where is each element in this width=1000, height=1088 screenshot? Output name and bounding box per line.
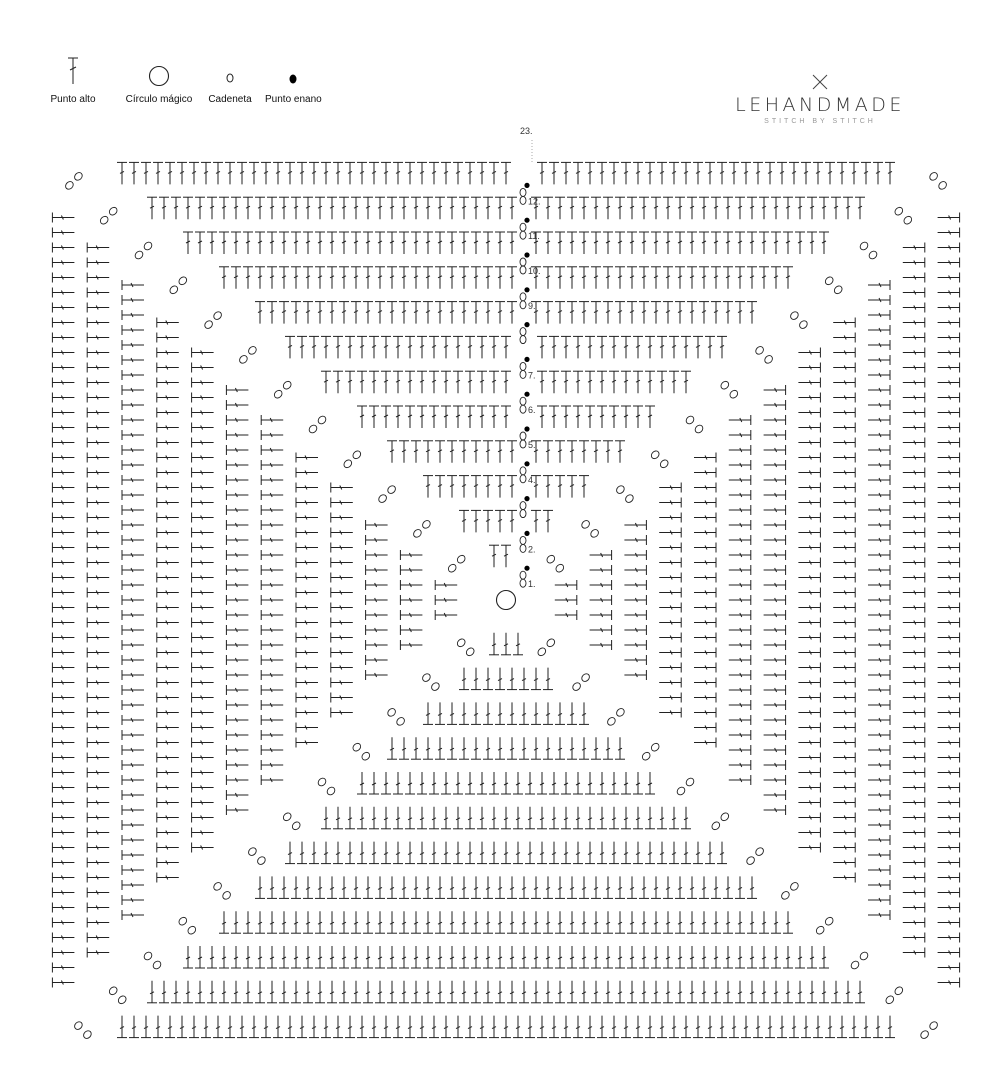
legend-label: Punto alto (50, 94, 96, 105)
round-label: 9. (528, 300, 536, 311)
chain-stitch (919, 1029, 930, 1040)
chain-stitch (238, 354, 249, 365)
legend-label: Círculo mágico (125, 94, 193, 105)
slip-stitch (524, 252, 529, 257)
chain-stitch (520, 440, 526, 448)
chain-stitch (360, 751, 371, 762)
chain-stitch (606, 716, 617, 727)
chain-stitch (719, 811, 730, 822)
chain-stitch (282, 811, 293, 822)
chain-stitch (641, 751, 652, 762)
chain-stitch (520, 579, 526, 587)
slip-stitch (524, 287, 529, 292)
chain-stitch (395, 716, 406, 727)
chain-stitch (520, 258, 526, 266)
chain-stitch (520, 231, 526, 239)
legend-label: Punto enano (265, 94, 322, 105)
chain-stitch (520, 571, 526, 579)
brand-tagline: STITCH BY STITCH (764, 118, 876, 125)
round-labels (528, 196, 541, 589)
chain-stitch (520, 328, 526, 336)
slip-stitch (524, 218, 529, 223)
chain-stitch (520, 370, 526, 378)
chain-stitch (520, 475, 526, 483)
chain-stitch (859, 241, 870, 252)
chain-stitch (421, 672, 432, 683)
chain-stitch (520, 223, 526, 231)
round-label: 11. (528, 231, 540, 242)
round-label: 7. (528, 370, 536, 381)
chain-stitch (710, 820, 721, 831)
chain-stitch (64, 180, 75, 191)
chain-stitch (520, 510, 526, 518)
chain-stitch (615, 484, 626, 495)
slip-stitch (524, 392, 529, 397)
slip-stitch (524, 322, 529, 327)
legend-label: Cadeneta (208, 94, 252, 105)
chain-stitch (520, 536, 526, 544)
chain-stitch (291, 820, 302, 831)
chain-stitch (859, 951, 870, 962)
round-label: 10. (528, 266, 541, 276)
chain-stitch (520, 467, 526, 475)
slip-stitch (524, 357, 529, 362)
chain-stitch (317, 415, 328, 426)
chain-stitch (465, 646, 476, 657)
chain-stitch (745, 855, 756, 866)
chain-stitch (99, 215, 110, 226)
chain-stitch (203, 319, 214, 330)
chain-stitch (728, 389, 739, 400)
slip-stitch (524, 183, 529, 188)
chain-stitch (694, 424, 705, 435)
chain-stitch (884, 994, 895, 1005)
round-label: 1. (528, 579, 536, 590)
chain-stitch (833, 284, 844, 295)
chain-stitch (326, 786, 337, 797)
stitch-layer (52, 162, 959, 1040)
chain-stitch (545, 637, 556, 648)
chain-stitch (143, 241, 154, 252)
chain-stitch (798, 319, 809, 330)
chain-stitch (520, 301, 526, 309)
chain-stitch (212, 310, 223, 321)
chain-stitch (412, 528, 423, 539)
chain-stitch (177, 275, 188, 286)
magic-circle (497, 591, 516, 610)
chain-stitch (928, 1020, 939, 1031)
chain-stitch (73, 1020, 84, 1031)
chain-stitch (421, 519, 432, 530)
chain-stitch (386, 484, 397, 495)
chain-stitch (456, 637, 467, 648)
slip-stitch (524, 566, 529, 571)
chain-stitch (520, 397, 526, 405)
chain-stitch (624, 493, 635, 504)
chain-stitch (212, 881, 223, 892)
chain-stitch (351, 742, 362, 753)
chain-stitch (152, 960, 163, 971)
chain-stitch (754, 345, 765, 356)
chain-stitch (520, 293, 526, 301)
chain-stitch (928, 171, 939, 182)
chain-stitch (317, 777, 328, 788)
chain-stitch (143, 951, 154, 962)
round-label: 2. (528, 544, 536, 555)
chain-stitch (520, 502, 526, 510)
start-label: 23. (520, 126, 533, 136)
chain-stitch (247, 846, 258, 857)
chain-stitch (937, 180, 948, 191)
chain-stitch (902, 215, 913, 226)
brand-name: LEHANDMADE (735, 94, 905, 116)
chain-stitch (815, 925, 826, 936)
chain-stitch (554, 563, 565, 574)
chain-stitch (520, 266, 526, 274)
chain-stitch (545, 554, 556, 565)
chain-stitch (520, 196, 526, 204)
chain-stitch (536, 646, 547, 657)
chain-stitch (520, 432, 526, 440)
chain-stitch (824, 916, 835, 927)
chain-stitch (256, 855, 267, 866)
chain-stitch (456, 554, 467, 565)
chain-stitch (520, 188, 526, 196)
chain-stitch (580, 672, 591, 683)
chain-stitch (134, 250, 145, 261)
chain-stitch (850, 960, 861, 971)
chain-stitch (520, 336, 526, 344)
chain-stitch (108, 985, 119, 996)
chain-stitch (108, 206, 119, 217)
chain-stitch (221, 890, 232, 901)
chain-stitch (73, 171, 84, 182)
slip-stitch (524, 426, 529, 431)
chain-stitch (659, 458, 670, 469)
chain-stitch (386, 707, 397, 718)
chain-stitch (447, 563, 458, 574)
chain-stitch (342, 458, 353, 469)
chain-stitch (789, 310, 800, 321)
chain-stitch (430, 681, 441, 692)
chain-stitch (893, 985, 904, 996)
chain-stitch (763, 354, 774, 365)
chain-stitch (685, 777, 696, 788)
chain-stitch (650, 742, 661, 753)
round-label: 5. (528, 440, 536, 450)
chain-stitch (177, 916, 188, 927)
chain-stitch (82, 1029, 93, 1040)
slip-stitch (524, 461, 529, 466)
round-label: 6. (528, 405, 536, 416)
chain-stitch (247, 345, 258, 356)
chain-stitch (282, 380, 293, 391)
chain-stitch (377, 493, 388, 504)
chain-stitch (351, 449, 362, 460)
chain-stitch (168, 284, 179, 295)
chain-stitch (685, 415, 696, 426)
chain-stitch (676, 786, 687, 797)
chain-stitch (789, 881, 800, 892)
chain-stitch (308, 424, 319, 435)
chain-stitch (754, 846, 765, 857)
chain-stitch (824, 275, 835, 286)
chain-stitch (571, 681, 582, 692)
chain-stitch (589, 528, 600, 539)
chain-stitch (615, 707, 626, 718)
chain-stitch (868, 250, 879, 261)
chain-stitch (520, 362, 526, 370)
chain-stitch (117, 994, 128, 1005)
round-label: 12. (528, 196, 541, 207)
slip-stitch (524, 496, 529, 501)
chain-stitch (893, 206, 904, 217)
slip-stitch (524, 531, 529, 536)
chain-stitch (186, 925, 197, 936)
chain-stitch (780, 890, 791, 901)
chain-stitch (650, 449, 661, 460)
chain-stitch (719, 380, 730, 391)
chain-stitch (520, 405, 526, 413)
round-label: 4. (528, 474, 536, 485)
chain-stitch (520, 544, 526, 552)
chain-stitch (580, 519, 591, 530)
chain-stitch (273, 389, 284, 400)
